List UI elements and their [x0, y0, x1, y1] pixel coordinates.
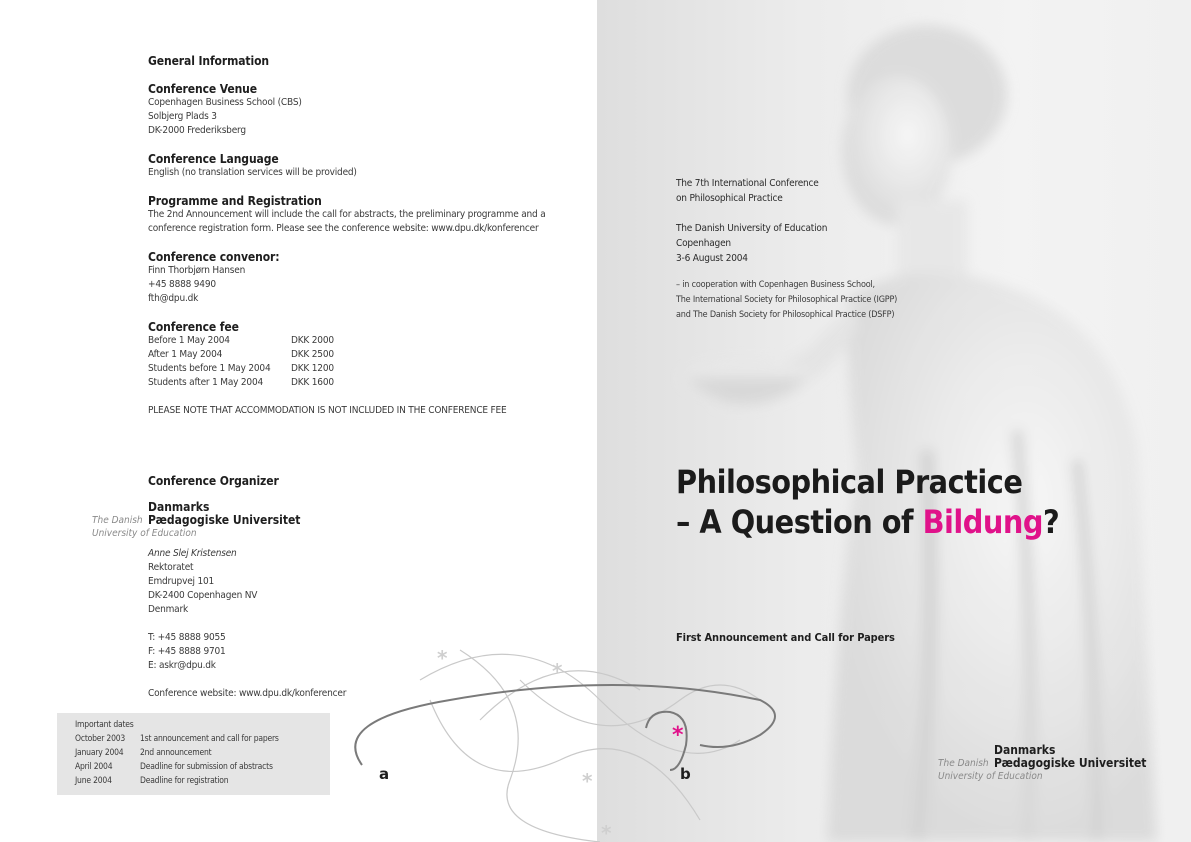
title-suffix: ? — [1042, 503, 1060, 541]
cooperation-line: and The Danish Society for Philosophical Practice (DSFP) — [676, 310, 895, 320]
conference-line: on Philosophical Practice — [676, 193, 783, 204]
university-line: The Danish University of Education — [676, 223, 828, 234]
convenor-phone: +45 8888 9490 — [148, 279, 216, 290]
title-highlight: Bildung — [922, 503, 1043, 541]
letter-a: a — [379, 765, 390, 783]
contact-phone: T: +45 8888 9055 — [148, 632, 226, 643]
accommodation-note: PLEASE NOTE THAT ACCOMMODATION IS NOT INCLUDED IN THE CONFERENCE FEE — [148, 405, 507, 416]
fee-amount: DKK 1600 — [291, 377, 334, 388]
date-label: April 2004 — [75, 762, 113, 772]
venue-line: Copenhagen Business School (CBS) — [148, 97, 302, 108]
address-line: Denmark — [148, 604, 188, 615]
venue-line: Solbjerg Plads 3 — [148, 111, 217, 122]
logo-university-of-education: University of Education — [938, 771, 1043, 782]
logo-danmarks: Danmarks — [148, 500, 210, 514]
convenor-email[interactable]: fth@dpu.dk — [148, 293, 199, 304]
conference-website[interactable]: Conference website: www.dpu.dk/konferencer — [148, 688, 347, 699]
asterisk-decor: * — [601, 821, 612, 842]
venue-heading: Conference Venue — [148, 82, 257, 96]
fee-heading: Conference fee — [148, 320, 239, 334]
logo-paedagogiske: Pædagogiske Universitet — [148, 513, 301, 527]
date-label: June 2004 — [75, 776, 112, 786]
conference-line: The 7th International Conference — [676, 178, 819, 189]
announcement-subtitle: First Announcement and Call for Papers — [676, 631, 895, 644]
letter-b: b — [680, 765, 691, 783]
cooperation-line: The International Society for Philosophical Practice (IGPP) — [676, 295, 898, 305]
logo-the-danish: The Danish — [938, 758, 989, 769]
date-label: January 2004 — [75, 748, 124, 758]
programme-line: conference registration form. Please see the conference website: www.dpu.dk/konferencer — [148, 223, 539, 234]
fee-amount: DKK 2000 — [291, 335, 334, 346]
convenor-name: Finn Thorbjørn Hansen — [148, 265, 246, 276]
asterisk-decor: * — [437, 646, 448, 670]
date-line: 3-6 August 2004 — [676, 253, 748, 264]
asterisk-decor: * — [582, 769, 593, 793]
language-heading: Conference Language — [148, 152, 279, 166]
contact-email[interactable]: E: askr@dpu.dk — [148, 660, 216, 671]
date-label: October 2003 — [75, 734, 126, 744]
programme-line: The 2nd Announcement will include the call for abstracts, the preliminary programme and a — [148, 209, 546, 220]
logo-paedagogiske: Pædagogiske Universitet — [994, 756, 1147, 770]
fee-amount: DKK 1200 — [291, 363, 334, 374]
date-event: Deadline for registration — [140, 776, 229, 786]
important-dates-heading: Important dates — [75, 720, 134, 730]
date-event: 2nd announcement — [140, 748, 212, 758]
location-line: Copenhagen — [676, 238, 731, 249]
organizer-heading: Conference Organizer — [148, 474, 279, 488]
fee-label: Before 1 May 2004 — [148, 335, 230, 346]
address-line: DK-2400 Copenhagen NV — [148, 590, 258, 601]
contact-name: Anne Slej Kristensen — [148, 548, 237, 559]
title-line-1: Philosophical Practice — [676, 463, 1023, 501]
general-information-heading: General Information — [148, 54, 269, 68]
date-event: Deadline for submission of abstracts — [140, 762, 273, 772]
title-prefix: – A Question of — [676, 503, 923, 541]
fee-label: After 1 May 2004 — [148, 349, 223, 360]
fee-amount: DKK 2500 — [291, 349, 334, 360]
venue-line: DK-2000 Frederiksberg — [148, 125, 246, 136]
language-text: English (no translation services will be provided) — [148, 167, 357, 178]
date-event: 1st announcement and call for papers — [140, 734, 279, 744]
address-line: Emdrupvej 101 — [148, 576, 215, 587]
pink-asterisk: * — [672, 723, 684, 748]
logo-danmarks: Danmarks — [994, 743, 1056, 757]
contact-fax: F: +45 8888 9701 — [148, 646, 226, 657]
convenor-heading: Conference convenor: — [148, 250, 280, 264]
programme-heading: Programme and Registration — [148, 194, 322, 208]
asterisk-decor: * — [552, 659, 563, 683]
fee-label: Students before 1 May 2004 — [148, 363, 271, 374]
fee-label: Students after 1 May 2004 — [148, 377, 264, 388]
logo-university-of-education: University of Education — [92, 528, 197, 539]
logo-the-danish: The Danish — [92, 515, 143, 526]
cooperation-line: – in cooperation with Copenhagen Business School, — [676, 280, 875, 290]
address-line: Rektoratet — [148, 562, 194, 573]
